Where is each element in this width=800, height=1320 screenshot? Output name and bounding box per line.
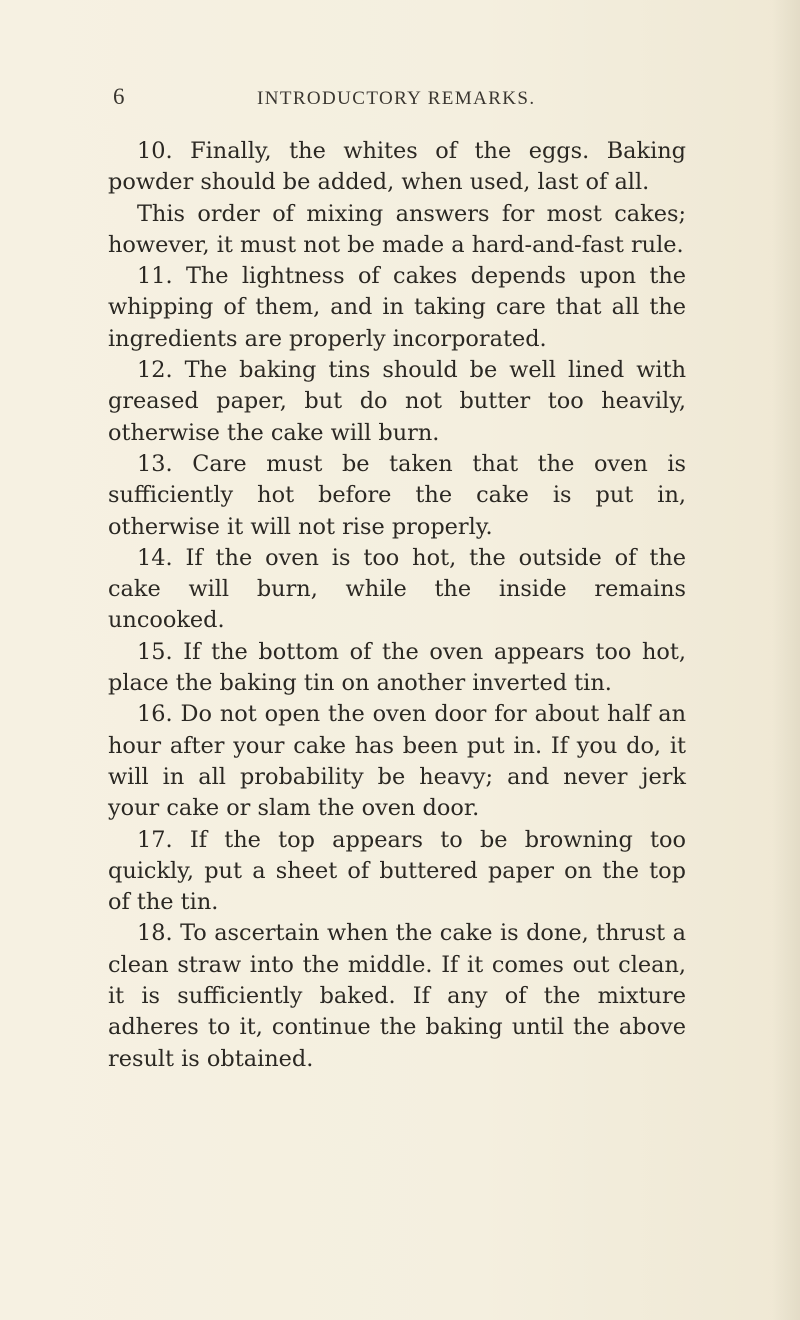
- page-number: 6: [113, 84, 125, 109]
- page-edge-shadow: [772, 0, 800, 1320]
- paragraph-11: 11. The lightness of cakes depends upon the whipping of them, and in taking care that all the ingredients are properly incorporated.: [108, 263, 686, 352]
- paragraph-17: 17. If the top appears to be browning too quickly, put a sheet of buttered paper on the top of the tin.: [108, 826, 686, 916]
- body-text: [108, 136, 686, 1075]
- running-head: [113, 84, 673, 112]
- paragraph-12: 12. The baking tins should be well lined with greased paper, but do not butter too heavily, otherwise the cake will burn.: [108, 357, 686, 446]
- paragraph-15: 15. If the bottom of the oven appears too hot, place the baking tin on another inverted tin.: [108, 638, 686, 697]
- paragraph-16: 16. Do not open the oven door for about half an hour after your cake has been put in. If you do, it will in all probability be heavy; and never jerk your cake or slam the oven door.: [108, 701, 686, 822]
- paragraph-18: 18. To ascertain when the cake is done, thrust a clean straw into the middle. If it comes out clean, it is sufficiently baked. If any of the mixture adheres to it, continue the baking until the above result is obtained.: [108, 920, 686, 1072]
- paragraph-10: 10. Finally, the whites of the eggs. Baking powder should be added, when used, last of all.: [108, 138, 686, 196]
- paragraph-13: 13. Care must be taken that the oven is sufficiently hot before the cake is put in, otherwise it will not rise properly.: [108, 450, 686, 540]
- paragraph-14: 14. If the oven is too hot, the outside of the cake will burn, while the inside remains uncooked.: [108, 544, 686, 634]
- running-title: INTRODUCTORY REMARKS.: [257, 88, 536, 109]
- paragraph-10-continued: This order of mixing answers for most cakes; however, it must not be made a hard-and-fast rule.: [108, 200, 686, 258]
